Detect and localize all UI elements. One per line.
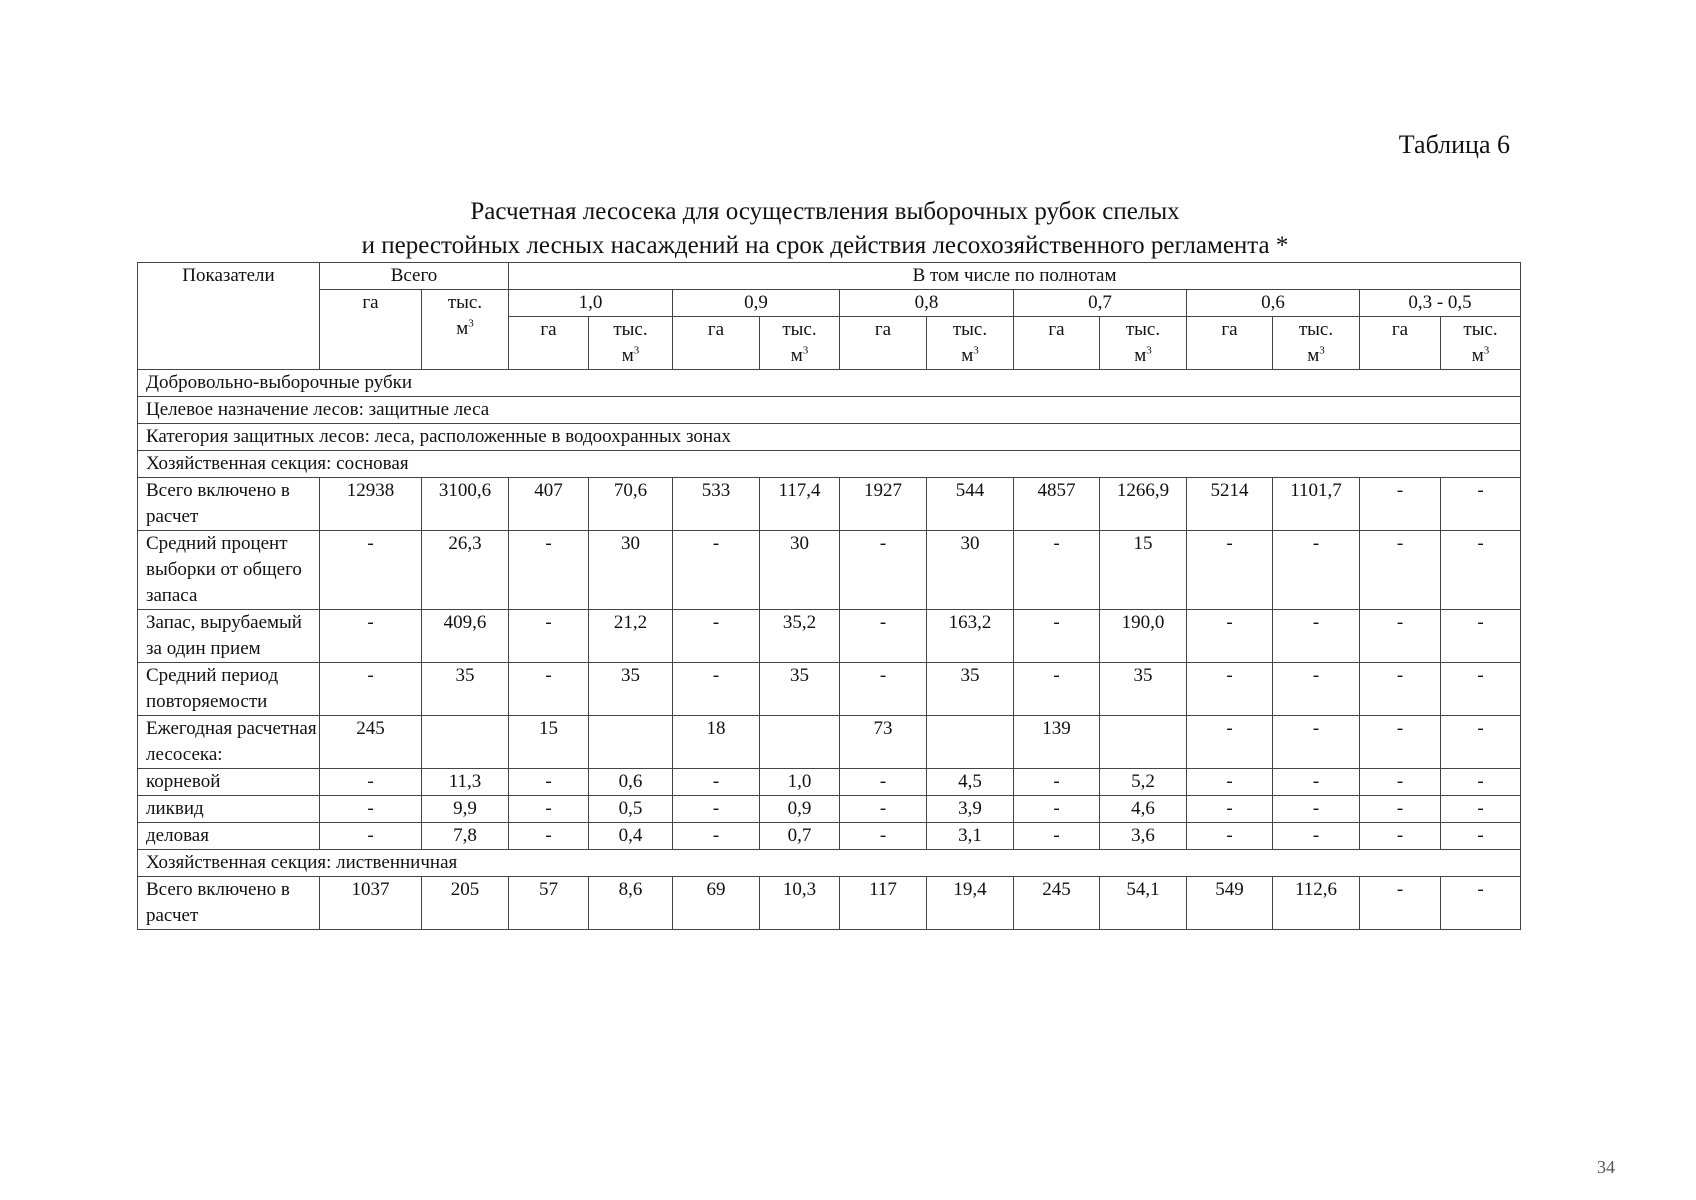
header-thous-m3: тыс. $м^3$	[1273, 317, 1360, 370]
row-label: Ежегодная расчетная лесосека:	[138, 716, 320, 769]
row-label: Средний период повторяемости	[138, 663, 320, 716]
table-cell: -	[1441, 663, 1521, 716]
table-cell: -	[320, 823, 422, 850]
table-cell: 30	[589, 531, 673, 610]
table-cell: -	[1187, 663, 1273, 716]
table-cell: -	[1187, 796, 1273, 823]
table-cell: 1,0	[760, 769, 840, 796]
table-cell: 11,3	[422, 769, 509, 796]
table-cell: -	[1273, 716, 1360, 769]
header-indicators: Показатели	[138, 263, 320, 370]
table-cell: 4,5	[927, 769, 1014, 796]
table-cell: -	[509, 663, 589, 716]
table-cell: -	[840, 769, 927, 796]
table-cell: 30	[760, 531, 840, 610]
table-cell: 409,6	[422, 610, 509, 663]
table-cell: 69	[673, 877, 760, 930]
table-cell: 112,6	[1273, 877, 1360, 930]
table-cell: 35,2	[760, 610, 840, 663]
table-cell: 245	[320, 716, 422, 769]
table-cell: -	[1441, 823, 1521, 850]
header-density: 0,9	[673, 290, 840, 317]
table-row	[138, 877, 1521, 930]
table-cell: -	[673, 663, 760, 716]
header-row-1	[138, 263, 1521, 290]
table-cell: -	[1273, 769, 1360, 796]
row-label: ликвид	[138, 796, 320, 823]
table-cell: 1266,9	[1100, 478, 1187, 531]
table-cell: -	[1187, 610, 1273, 663]
table-cell: -	[1273, 531, 1360, 610]
header-thous-m3: тыс. $м^3$	[760, 317, 840, 370]
section-row	[138, 370, 1521, 397]
table-cell: 54,1	[1100, 877, 1187, 930]
table-cell: 18	[673, 716, 760, 769]
table-cell: 35	[1100, 663, 1187, 716]
table-cell: 117,4	[760, 478, 840, 531]
table-cell: 1037	[320, 877, 422, 930]
section-larch: Хозяйственная секция: лиственничная	[138, 850, 1521, 877]
allowable-cut-table	[137, 262, 1521, 930]
table-cell: 8,6	[589, 877, 673, 930]
table-cell: 5,2	[1100, 769, 1187, 796]
header-thous-m3: тыс. $м^3$	[1100, 317, 1187, 370]
table-cell: 4,6	[1100, 796, 1187, 823]
table-number-label: Таблица 6	[1398, 130, 1510, 159]
table-cell: -	[320, 531, 422, 610]
table-cell: 190,0	[1100, 610, 1187, 663]
table-cell	[927, 716, 1014, 769]
table-cell: 57	[509, 877, 589, 930]
table-cell: -	[1014, 769, 1100, 796]
table-cell: -	[320, 663, 422, 716]
table-cell: -	[673, 796, 760, 823]
document-title-line-2: и перестойных лесных насаждений на срок действия лесохозяйственного регламента *	[361, 232, 1289, 259]
table-cell: -	[673, 823, 760, 850]
table-row	[138, 796, 1521, 823]
header-density: 0,8	[840, 290, 1014, 317]
table-cell: -	[320, 796, 422, 823]
table-cell: -	[1441, 531, 1521, 610]
section-purpose: Целевое назначение лесов: защитные леса	[138, 397, 1521, 424]
table-cell: 0,4	[589, 823, 673, 850]
section-row	[138, 397, 1521, 424]
header-density: 0,7	[1014, 290, 1187, 317]
table-cell	[1100, 716, 1187, 769]
table-cell: -	[673, 610, 760, 663]
table-cell: 205	[422, 877, 509, 930]
header-density: 0,6	[1187, 290, 1360, 317]
table-cell: -	[1441, 478, 1521, 531]
table-cell: -	[1273, 663, 1360, 716]
section-row	[138, 850, 1521, 877]
header-thous-m3: тыс. $м^3$	[1441, 317, 1521, 370]
table-cell: 35	[760, 663, 840, 716]
table-cell: -	[1187, 531, 1273, 610]
table-cell: 0,9	[760, 796, 840, 823]
table-cell: -	[509, 796, 589, 823]
table-row	[138, 716, 1521, 769]
table-cell: 0,6	[589, 769, 673, 796]
table-cell: 5214	[1187, 478, 1273, 531]
table-row	[138, 823, 1521, 850]
table-cell: 73	[840, 716, 927, 769]
table-cell: 139	[1014, 716, 1100, 769]
table-cell: 533	[673, 478, 760, 531]
table-cell: -	[840, 531, 927, 610]
table-cell: -	[840, 823, 927, 850]
table-cell: 15	[509, 716, 589, 769]
table-row	[138, 478, 1521, 531]
header-thous-m3: тыс. $м^3$	[589, 317, 673, 370]
section-row	[138, 424, 1521, 451]
table-cell: 549	[1187, 877, 1273, 930]
table-cell: 21,2	[589, 610, 673, 663]
table-cell: -	[840, 663, 927, 716]
table-cell: -	[509, 531, 589, 610]
table-cell: -	[1014, 796, 1100, 823]
table-cell: -	[1360, 531, 1441, 610]
section-category: Категория защитных лесов: леса, расположенные в водоохранных зонах	[138, 424, 1521, 451]
section-pine: Хозяйственная секция: сосновая	[138, 451, 1521, 478]
table-cell: -	[509, 769, 589, 796]
table-cell: -	[509, 823, 589, 850]
table-cell	[589, 716, 673, 769]
table-cell: 1927	[840, 478, 927, 531]
table-cell: -	[1187, 823, 1273, 850]
row-label: деловая	[138, 823, 320, 850]
table-cell: -	[1014, 531, 1100, 610]
table-cell: 245	[1014, 877, 1100, 930]
table-cell: 12938	[320, 478, 422, 531]
table-cell: -	[1187, 769, 1273, 796]
header-ha: га	[1187, 317, 1273, 370]
table-cell: -	[1273, 610, 1360, 663]
section-row	[138, 451, 1521, 478]
table-cell: 3,6	[1100, 823, 1187, 850]
table-cell: -	[320, 769, 422, 796]
header-ha: га	[509, 317, 589, 370]
table-cell: 7,8	[422, 823, 509, 850]
table-cell: -	[1360, 769, 1441, 796]
table-cell: 70,6	[589, 478, 673, 531]
table-cell: 35	[422, 663, 509, 716]
table-cell: -	[1014, 663, 1100, 716]
table-cell: 117	[840, 877, 927, 930]
table-row	[138, 610, 1521, 663]
header-total-thous-m3: тыс. $м^3$	[422, 290, 509, 370]
table-cell: -	[673, 769, 760, 796]
header-ha: га	[1360, 317, 1441, 370]
table-cell: -	[1441, 769, 1521, 796]
table-cell: -	[673, 531, 760, 610]
table-cell: -	[1360, 716, 1441, 769]
table-cell: -	[840, 610, 927, 663]
table-cell	[760, 716, 840, 769]
table-cell: 407	[509, 478, 589, 531]
table-cell: -	[509, 610, 589, 663]
row-label: Всего включено в расчет	[138, 877, 320, 930]
table-cell: 35	[927, 663, 1014, 716]
table-cell: -	[1273, 823, 1360, 850]
row-label: корневой	[138, 769, 320, 796]
table-cell: 4857	[1014, 478, 1100, 531]
header-density: 0,3 - 0,5	[1360, 290, 1521, 317]
table-cell: -	[1014, 610, 1100, 663]
row-label: Запас, вырубаемый за один прием	[138, 610, 320, 663]
header-ha: га	[673, 317, 760, 370]
table-cell: 30	[927, 531, 1014, 610]
header-by-density: В том числе по полнотам	[509, 263, 1521, 290]
table-cell: -	[1360, 478, 1441, 531]
table-cell: -	[1273, 796, 1360, 823]
table-cell: 19,4	[927, 877, 1014, 930]
table-cell: 163,2	[927, 610, 1014, 663]
row-label: Средний процент выборки от общего запаса	[138, 531, 320, 610]
table-cell: -	[320, 610, 422, 663]
header-ha: га	[840, 317, 927, 370]
table-cell: 0,5	[589, 796, 673, 823]
table-cell: -	[1014, 823, 1100, 850]
document-title-line-1: Расчетная лесосека для осуществления выборочных рубок спелых	[470, 198, 1180, 225]
section-felling-type: Добровольно-выборочные рубки	[138, 370, 1521, 397]
header-total: Всего	[320, 263, 509, 290]
table-cell: 9,9	[422, 796, 509, 823]
table-cell: -	[840, 796, 927, 823]
table-cell: -	[1441, 796, 1521, 823]
table-cell: 544	[927, 478, 1014, 531]
table-cell: -	[1187, 716, 1273, 769]
table-row	[138, 531, 1521, 610]
table-cell: 0,7	[760, 823, 840, 850]
table-cell: -	[1360, 610, 1441, 663]
header-density: 1,0	[509, 290, 673, 317]
header-total-ha: га	[320, 290, 422, 370]
table-cell: -	[1360, 796, 1441, 823]
table-cell: 3,9	[927, 796, 1014, 823]
table-cell: 26,3	[422, 531, 509, 610]
table-cell: 35	[589, 663, 673, 716]
table-cell: 1101,7	[1273, 478, 1360, 531]
table-cell: -	[1360, 663, 1441, 716]
table-cell: -	[1441, 610, 1521, 663]
table-cell: 3,1	[927, 823, 1014, 850]
table-cell	[422, 716, 509, 769]
table-row	[138, 663, 1521, 716]
table-cell: -	[1441, 716, 1521, 769]
header-row-2	[138, 290, 1521, 317]
table-cell: -	[1360, 823, 1441, 850]
table-row	[138, 769, 1521, 796]
table-cell: 15	[1100, 531, 1187, 610]
row-label: Всего включено в расчет	[138, 478, 320, 531]
header-ha: га	[1014, 317, 1100, 370]
page-number: 34	[1597, 1157, 1615, 1177]
table-cell: -	[1441, 877, 1521, 930]
table-cell: -	[1360, 877, 1441, 930]
table-cell: 10,3	[760, 877, 840, 930]
header-thous-m3: тыс. $м^3$	[927, 317, 1014, 370]
table-cell: 3100,6	[422, 478, 509, 531]
